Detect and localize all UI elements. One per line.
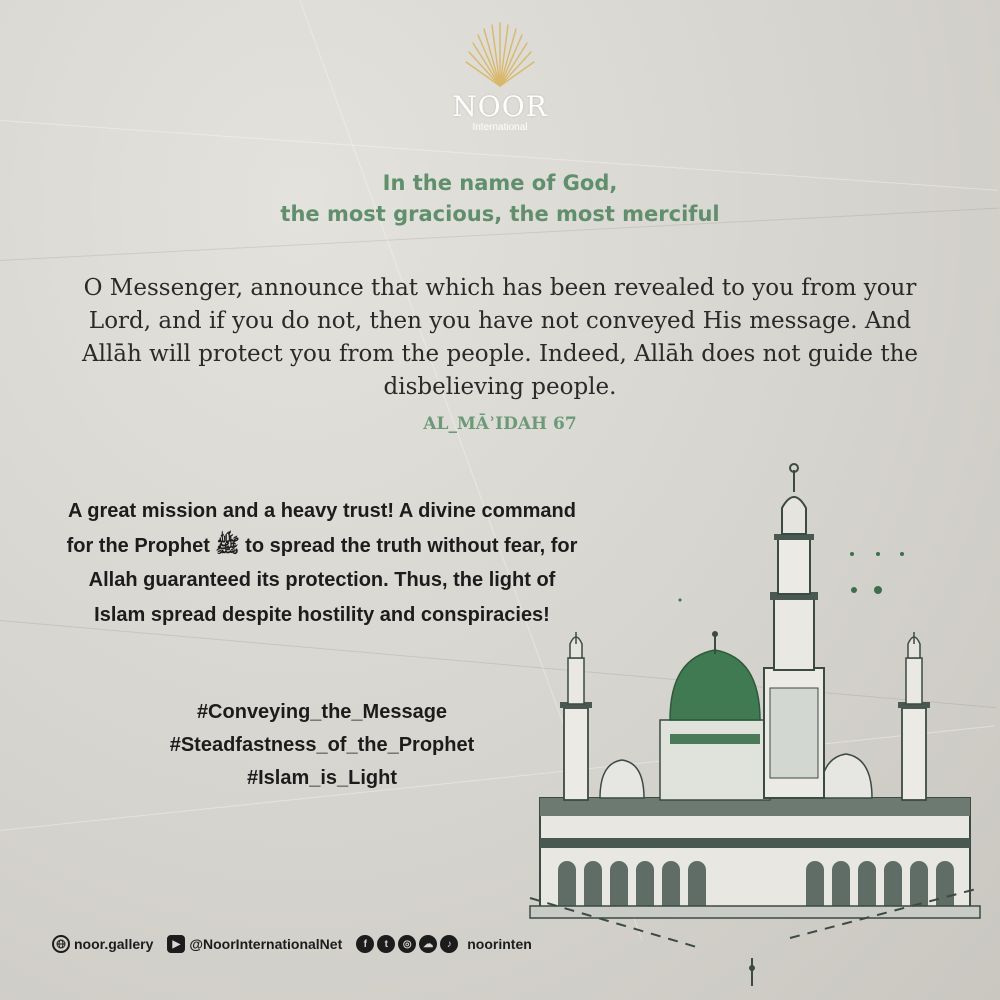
mosque-illustration	[520, 458, 990, 988]
instagram-icon[interactable]: ◎	[398, 935, 416, 953]
website-link[interactable]	[52, 935, 153, 953]
brand-subtitle: International	[472, 122, 528, 133]
basmala-line-1: In the name of God,	[382, 171, 618, 195]
verse-text: O Messenger, announce that which has been revealed to you from your Lord, and if you do not, then you have not conveyed His message. And Allāh will protect you from the people. Indeed, Allāh does not guide the disbelieving people.	[81, 275, 919, 400]
youtube-link[interactable]	[167, 935, 342, 953]
social-handle: noorinten	[467, 936, 532, 952]
hashtag[interactable]: #Steadfastness_of_the_Prophet	[169, 734, 475, 756]
hashtag-list	[62, 696, 582, 795]
brand-logo	[440, 22, 560, 134]
globe-icon	[52, 935, 70, 953]
sunburst-icon	[462, 22, 538, 88]
soundcloud-icon[interactable]: ☁	[419, 935, 437, 953]
facebook-icon[interactable]: f	[356, 935, 374, 953]
twitter-icon[interactable]: t	[377, 935, 395, 953]
basmala-line-2: the most gracious, the most merciful	[280, 202, 720, 226]
hashtag[interactable]: #Conveying_the_Message	[196, 701, 448, 723]
footer-bar	[52, 932, 546, 956]
tiktok-icon[interactable]: ♪	[440, 935, 458, 953]
social-handle-link[interactable]	[467, 936, 532, 952]
hashtag[interactable]: #Islam_is_Light	[246, 767, 398, 789]
brand-name: NOOR	[452, 90, 548, 123]
verse-reference: AL_MĀʾIDAH 67	[423, 414, 577, 434]
youtube-icon: ▶	[167, 935, 185, 953]
social-icons	[356, 935, 461, 953]
youtube-handle: @NoorInternationalNet	[189, 936, 343, 952]
website-text: noor.gallery	[74, 936, 154, 952]
commentary-text: A great mission and a heavy trust! A divine command for the Prophet ﷺ to spread the truth without fear, for Allah guaranteed its protection. Thus, the light of Islam spread despite hostility and conspiracies!	[66, 500, 578, 626]
